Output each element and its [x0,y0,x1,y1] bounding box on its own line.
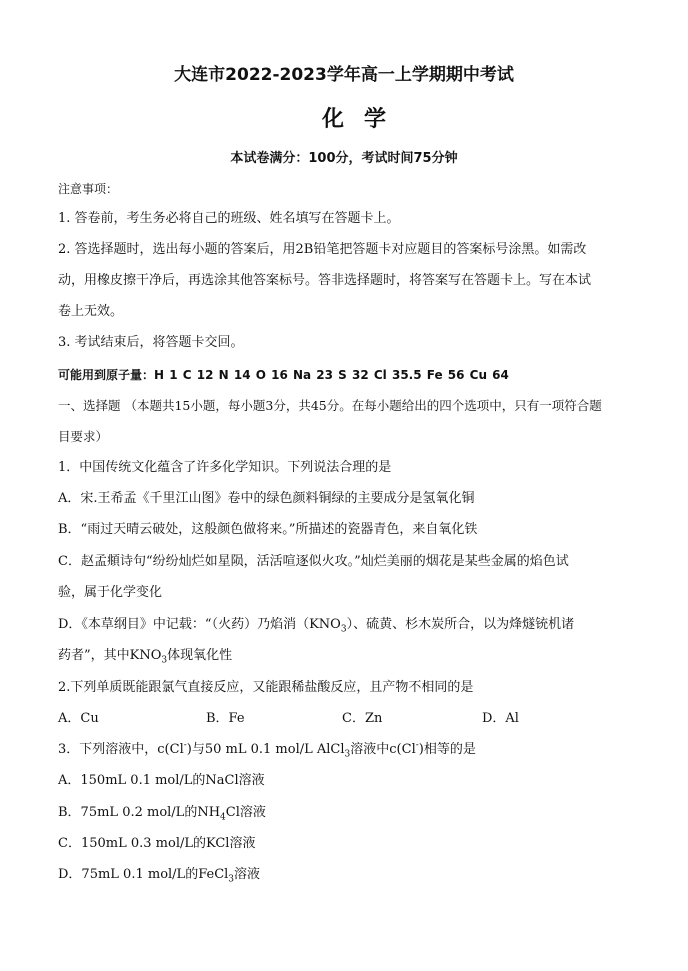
atomic-masses [58,366,638,384]
subject-title: 化学 [321,107,406,132]
note-2-line-2: 动，用橡皮擦干净后，再选涂其他答案标号。答非选择题时，将答案写在答题卡上。写在本试 [58,273,592,288]
q1-option-c-line-2: 验，属于化学变化 [58,585,163,600]
q1-option-a: A．宋.王希孟《千里江山图》卷中的绿色颜料铜绿的主要成分是氢氧化铜 [58,491,475,506]
q3-option-b [58,804,638,822]
note-2-line-1: 2. 答选择题时，选出每小题的答案后，用2B铅笔把答题卡对应题目的答案标号涂黑。如需改 [58,242,587,257]
q1-option-c-line-1: C．赵孟頫诗句“纷纷灿烂如星陨，活活喧逐似火攻。”灿烂美丽的烟花是某些金属的焰色试 [58,554,569,569]
q2-stem: 2.下列单质既能跟氯气直接反应，又能跟稀盐酸反应，且产物不相同的是 [58,680,474,695]
section-heading-line-2: 目要求） [58,429,109,444]
q1-d-text-a: D．《本草纲目》中记载：“（火药）乃焰消（KNO [58,617,341,632]
q1-option-d-line-1 [58,616,638,634]
q1-option-b: B．“雨过天晴云破处，这般颜色做将来。”所描述的瓷器青色，来自氧化铁 [58,522,478,537]
q1-d-text-c: 药者”，其中KNO [58,648,162,663]
notes-heading: 注意事项： [58,182,119,196]
q3-stem [58,741,638,759]
atomic-masses-label: 可能用到原子量： [58,368,155,382]
q3-stem-c: 溶液中c(Cl [350,742,416,757]
q3-stem-a: 3．下列溶液中，c(Cl [58,742,184,757]
q2-options [58,710,638,728]
note-3: 3. 考试结束后，将答题卡交回。 [58,335,244,350]
q3-d-text-b: 溶液 [234,867,261,882]
q3-stem-b: )与50 mL 0.1 mol/L AlCl [186,742,345,757]
section-heading-line-1: 一、选择题 （本题共15小题，每小题3分，共45分。在每小题给出的四个选项中，只有一项符合题 [58,398,602,413]
q1-option-d-line-2 [58,647,638,665]
note-2-line-3: 卷上无效。 [58,304,124,319]
q2-option-a: A．Cu [58,711,99,726]
q3-b-text-b: Cl溶液 [225,805,266,820]
exam-title: 大连市2022-2023学年高一上学期期中考试 [174,65,514,85]
q3-stem-sup-a: - [183,740,187,751]
q1-d-text-b: ）、硫黄、杉木炭所合，以为烽燧铳机诸 [346,617,575,632]
q3-d-text-a: D．75mL 0.1 mol/L的FeCl [58,867,229,882]
q3-option-d [58,866,638,884]
q3-stem-d: )相等的是 [418,742,476,757]
q3-b-text-a: B．75mL 0.2 mol/L的NH [58,805,221,820]
q2-option-b: B．Fe [206,711,245,726]
q1-d-text-d: 体现氧化性 [167,648,233,663]
q3-d-sub: 3 [228,874,235,885]
q3-b-sub: 4 [220,812,226,823]
q2-option-d: D．Al [482,711,519,726]
exam-info: 本试卷满分：100分，考试时间75分钟 [230,151,458,166]
q3-stem-sup-b: - [415,740,419,751]
q1-stem: 1．中国传统文化蕴含了许多化学知识。下列说法合理的是 [58,460,392,475]
q3-option-c: C．150mL 0.3 mol/L的KCl溶液 [58,836,256,851]
q2-option-c: C．Zn [342,711,383,726]
note-1: 1. 答卷前，考生务必将自己的班级、姓名填写在答题卡上。 [58,211,400,226]
q3-stem-sub: 3 [344,749,351,760]
atomic-masses-values: H 1 C 12 N 14 O 16 Na 23 S 32 Cl 35.5 Fe 56 Cu 64 [154,368,509,382]
q1-d-sub-b: 3 [161,655,168,666]
q1-d-sub-a: 3 [340,624,347,635]
q3-option-a: A．150mL 0.1 mol/L的NaCl溶液 [58,773,265,788]
